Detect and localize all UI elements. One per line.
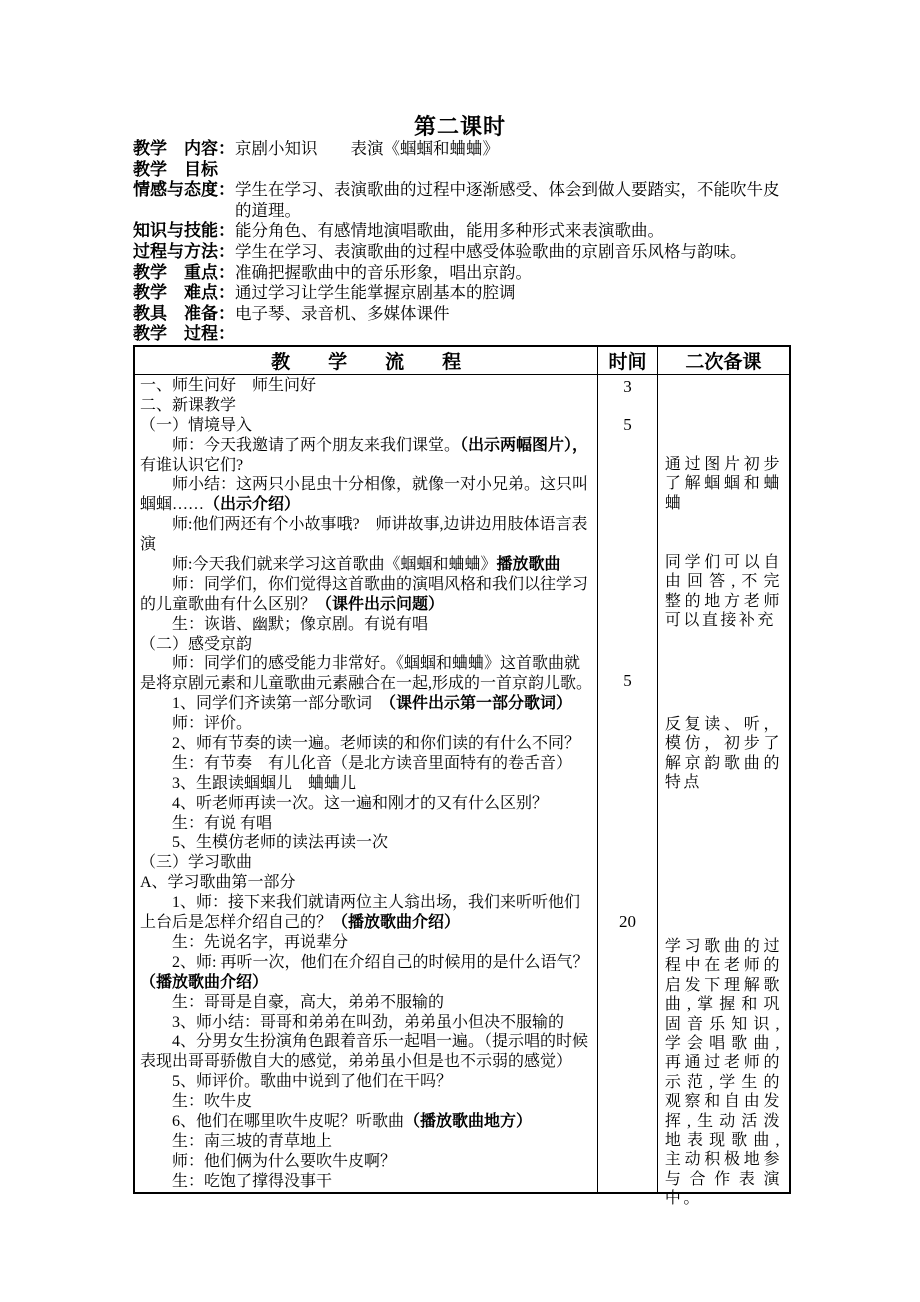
flow-line: 师：同学们的感受能力非常好。《蝈蝈和蛐蛐》这首歌曲就 <box>140 655 581 673</box>
flow-line: 师小结：这两只小昆虫十分相像，就像一对小兄弟。这只叫 <box>140 476 589 494</box>
time-value: 5 <box>623 415 632 434</box>
flow-line: （三）学习歌曲 <box>140 854 253 872</box>
flow-line: 生：先说名字，再说辈分 <box>140 933 349 951</box>
meta-line <box>133 324 833 345</box>
flow-line: 有谁认识它们? <box>140 456 244 474</box>
second-prep-note: 通过图片初步了解蝈蝈和蛐蛐 <box>664 456 783 512</box>
table-header-row <box>135 347 789 375</box>
page-title: 第二课时 <box>413 114 506 139</box>
flow-line: 师：今天我邀请了两个朋友来我们课堂。（出示两幅图片）， <box>140 436 589 454</box>
flow-line: 的儿童歌曲有什么区别？（课件出示问题） <box>140 595 445 613</box>
meta-label: 教学 难点： <box>133 283 235 303</box>
flow-line: A、学习歌曲第一部分 <box>140 874 296 892</box>
meta-line <box>133 160 833 181</box>
flow-line: 1、师：接下来我们就请两位主人翁出场，我们来听听他们 <box>140 894 581 912</box>
flow-line: （二）感受京韵 <box>140 635 253 653</box>
flow-line: 生：有说 有唱 <box>140 814 273 832</box>
flow-line: 生：诙谐、幽默；像京剧。有说有唱 <box>140 615 429 633</box>
flow-line: 师:今天我们就来学习这首歌曲《蝈蝈和蛐蛐》播放歌曲 <box>140 556 561 574</box>
flow-line: 生：有节奏 有儿化音（是北方读音里面特有的卷舌音） <box>140 754 573 772</box>
flow-line: 上台后是怎样介绍自己的？（播放歌曲介绍） <box>140 914 461 932</box>
flow-line: 5、师评价。歌曲中说到了他们在干吗？ <box>140 1073 453 1091</box>
meta-line <box>133 304 833 325</box>
flow-line: 是将京剧元素和儿童歌曲元素融合在一起,形成的一首京韵儿歌。 <box>140 675 593 693</box>
meta-label: 教学 内容： <box>133 139 235 158</box>
second-prep-note: 同学们可以自由回答,不完整的地方老师可以直接补充 <box>664 554 783 630</box>
flow-line: 二、新课教学 <box>140 396 237 414</box>
flow-line: 师：同学们，你们觉得这首歌曲的演唱风格和我们以往学习 <box>140 575 589 593</box>
meta-value: 准确把握歌曲中的音乐形象，唱出京韵。 <box>235 262 532 282</box>
meta-label: 情感与态度： <box>133 180 235 200</box>
time-value: 20 <box>619 912 636 931</box>
meta-value: 学生在学习、表演歌曲的过程中逐渐感受、体会到做人要踏实，不能吹牛皮 的道理。 <box>235 180 780 220</box>
meta-line <box>133 263 833 284</box>
meta-label: 知识与技能： <box>133 221 235 241</box>
table-body-row <box>135 375 789 1208</box>
flow-line: 3、生跟读蝈蝈儿 蛐蛐儿 <box>140 774 357 792</box>
meta-value: 通过学习让学生能掌握京剧基本的腔调 <box>235 283 516 303</box>
meta-label: 教学 过程： <box>133 324 235 344</box>
col-header-teaching-flow: 教 学 流 程 <box>135 347 598 374</box>
flow-line: 演 <box>140 536 157 554</box>
meta-label: 过程与方法： <box>133 241 235 261</box>
time-value: 5 <box>623 671 632 690</box>
meta-label: 教学 重点： <box>133 262 235 282</box>
meta-line <box>133 283 833 304</box>
flow-line: 3、师小结：哥哥和弟弟在叫劲，弟弟虽小但决不服输的 <box>140 1013 565 1031</box>
meta-value: 电子琴、录音机、多媒体课件 <box>235 303 450 323</box>
meta-line <box>133 180 833 221</box>
flow-line: 4、分男女生扮演角色跟着音乐一起唱一遍。（提示唱的时候 <box>140 1033 589 1051</box>
meta-line <box>133 221 833 242</box>
flow-line: 师：他们俩为什么要吹牛皮啊？ <box>140 1152 397 1170</box>
flow-line: 师：评价。 <box>140 715 253 733</box>
second-prep-cell <box>658 375 789 1208</box>
flow-line: 2、师有节奏的读一遍。老师读的和你们读的有什么不同？ <box>140 735 581 753</box>
flow-line: 生：吃饱了撑得没事干 <box>140 1172 333 1190</box>
flow-line: 表现出哥哥骄傲自大的感觉，弟弟虽小但是也不示弱的感觉） <box>140 1053 573 1071</box>
lesson-plan-table <box>133 345 791 1208</box>
flow-line: 6、他们在哪里吹牛皮呢？听歌曲（播放歌曲地方） <box>140 1112 533 1130</box>
second-prep-note: 学习歌曲的过程中在老师的启发下理解歌曲,掌握和巩固音乐知识,学会唱歌曲,再通过老师的示范,学生的观察和自由发挥,生动活泼地表现歌曲,主动积极地参与合作表演中。 <box>664 938 783 1208</box>
meta-line <box>133 139 833 160</box>
flow-line: 1、同学们齐读第一部分歌词 （课件出示第一部分歌词） <box>140 695 573 713</box>
teaching-flow-cell <box>135 375 598 1192</box>
meta-value: 京剧小知识 表演《蝈蝈和蛐蛐》 <box>235 139 499 158</box>
flow-line: 生：哥哥是自豪，高大，弟弟不服输的 <box>140 993 445 1011</box>
flow-line: 4、听老师再读一次。这一遍和刚才的又有什么区别？ <box>140 794 549 812</box>
flow-line: 一、师生问好 师生问好 <box>140 377 317 394</box>
second-prep-note: 反复读、听，模仿，初步了解京韵歌曲的特点 <box>664 716 783 792</box>
flow-line: 5、生模仿老师的读法再读一次 <box>140 834 389 852</box>
flow-line: 2、师: 再听一次，他们在介绍自己的时候用的是什么语气？ <box>140 953 589 971</box>
time-value: 3 <box>623 377 632 396</box>
flow-line: 师:他们两还有个小故事哦? 师讲故事,边讲边用肢体语言表 <box>140 516 588 534</box>
flow-line: 蝈蝈……（出示介绍） <box>140 496 301 514</box>
flow-line: （播放歌曲介绍） <box>140 973 269 991</box>
flow-line: 生：南三坡的青草地上 <box>140 1132 333 1150</box>
col-header-second-prep: 二次备课 <box>685 352 762 373</box>
flow-line: （一）情境导入 <box>140 416 253 434</box>
meta-value: 学生在学习、表演歌曲的过程中感受体验歌曲的京剧音乐风格与韵味。 <box>235 241 747 261</box>
meta-label: 教具 准备： <box>133 303 235 323</box>
time-cell <box>598 375 658 1192</box>
flow-line: 生：吹牛皮 <box>140 1093 253 1111</box>
meta-line <box>133 242 833 263</box>
meta-section <box>133 139 833 345</box>
meta-value: 能分角色、有感情地演唱歌曲，能用多种形式来表演歌曲。 <box>235 221 664 241</box>
col-header-time: 时间 <box>598 347 658 374</box>
meta-label: 教学 目标 <box>133 159 218 179</box>
